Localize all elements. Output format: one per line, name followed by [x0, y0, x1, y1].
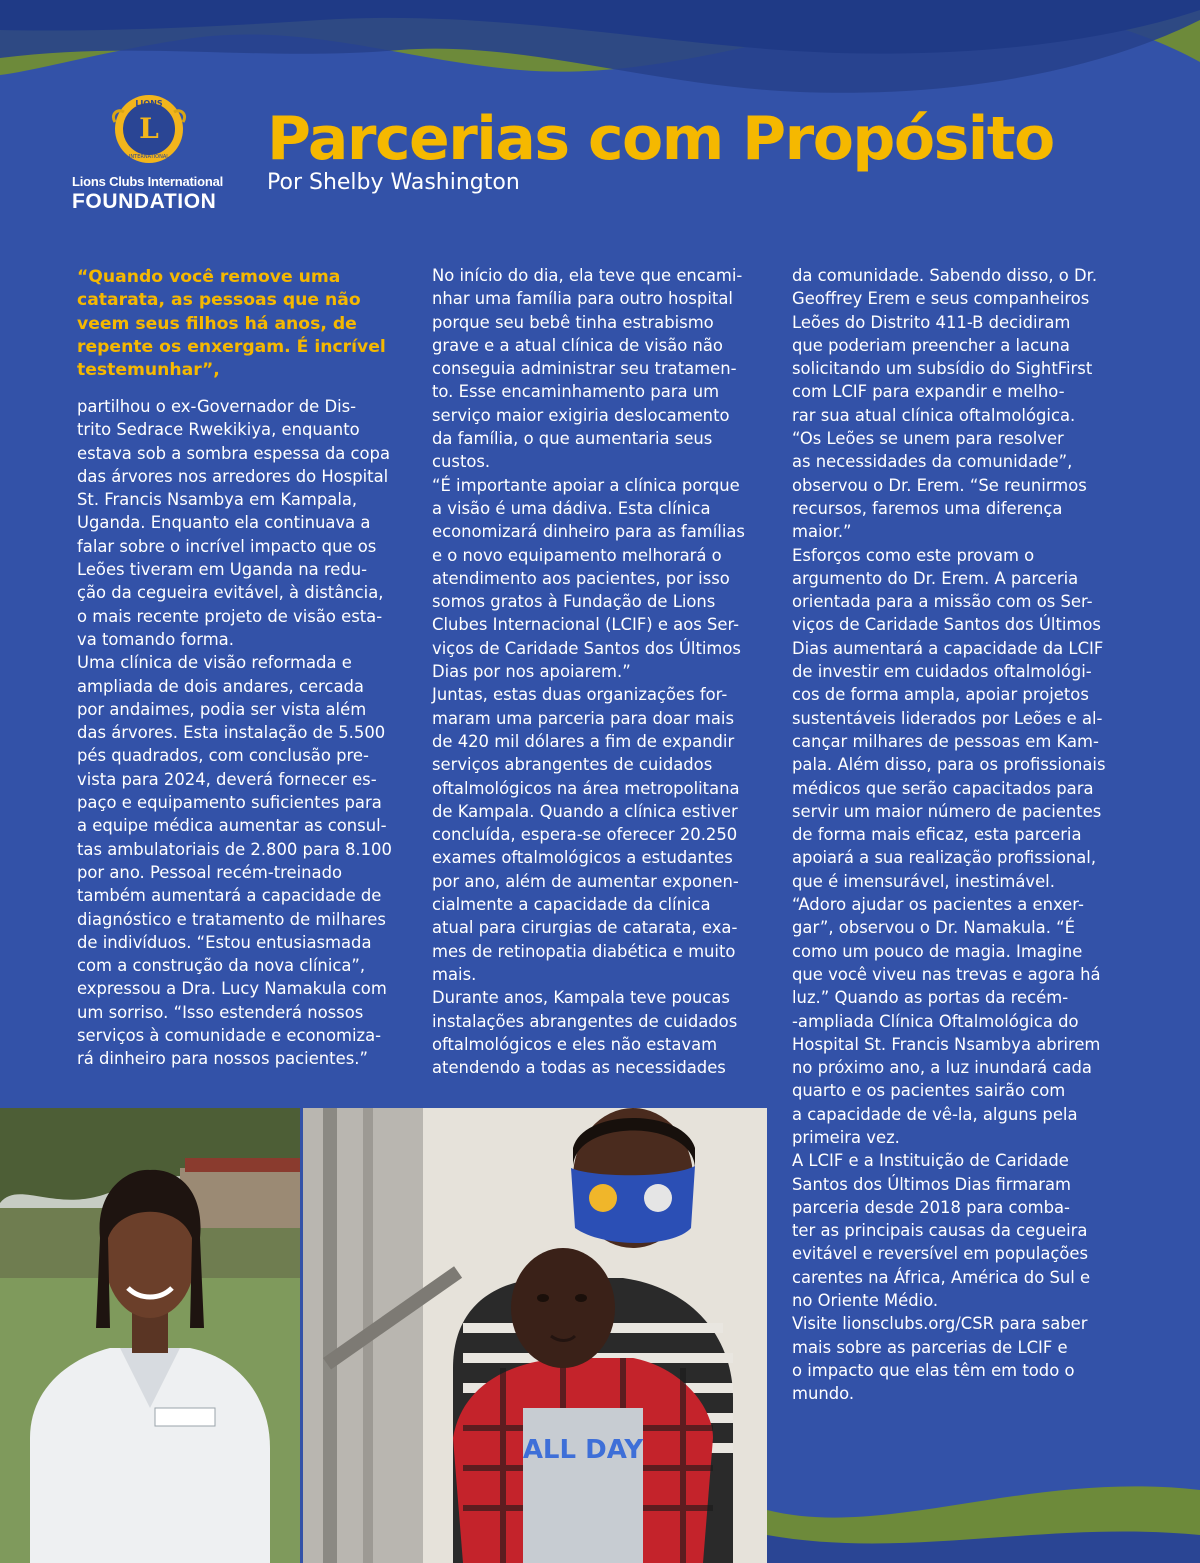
text-line: diagnóstico e tratamento de milhares: [77, 909, 386, 929]
text-line: da comunidade. Sabendo disso, o Dr.: [792, 266, 1098, 285]
text-line: Hospital St. Francis Nsambya abrirem: [792, 1034, 1101, 1054]
text-line: partilhou o ex-Governador de Dis-: [77, 397, 357, 416]
text-line: no próximo ano, a luz inundará cada: [792, 1058, 1092, 1078]
text-line: a visão é uma dádiva. Esta clínica: [432, 498, 711, 518]
text-line: recursos, faremos uma diferença: [792, 498, 1063, 518]
text-line: “É importante apoiar a clínica porque: [432, 475, 740, 495]
text-line: ter as principais causas da cegueira: [792, 1221, 1088, 1241]
text-line: da família, o que aumentaria seus: [432, 429, 713, 449]
text-line: Santos dos Últimos Dias firmaram: [792, 1174, 1072, 1194]
article-column-2: [432, 264, 745, 1079]
text-line: de investir em cuidados oftalmológi-: [792, 662, 1092, 682]
text-line: porque seu bebê tinha estrabismo: [432, 312, 714, 332]
text-line: argumento do Dr. Erem. A parceria: [792, 568, 1079, 588]
text-line: oftalmológicos e eles não estavam: [432, 1034, 718, 1054]
article-byline: Por Shelby Washington: [267, 170, 520, 195]
text-line: instalações abrangentes de cuidados: [432, 1011, 738, 1031]
text-line: conseguia administrar seu tratamen-: [432, 359, 737, 379]
text-line: também aumentará a capacidade de: [77, 886, 382, 906]
text-line: o impacto que elas têm em todo o: [792, 1360, 1075, 1380]
text-line: maram uma parceria para doar mais: [432, 708, 735, 728]
text-line: primeira vez.: [792, 1127, 900, 1147]
text-line: Durante anos, Kampala teve poucas: [432, 988, 730, 1008]
text-line: sustentáveis liderados por Leões e al-: [792, 708, 1103, 728]
text-line: Uma clínica de visão reformada e: [77, 653, 352, 673]
article-column-3: [792, 264, 1106, 1406]
photo-mother-and-child: [303, 1108, 767, 1563]
pull-quote-line: “Quando você remove uma: [77, 267, 341, 287]
text-line: falar sobre o incrível impacto que os: [77, 536, 377, 556]
text-line: somos gratos à Fundação de Lions: [432, 592, 716, 612]
text-line: -ampliada Clínica Oftalmológica do: [792, 1011, 1079, 1031]
text-line: com LCIF para expandir e melho-: [792, 382, 1065, 402]
text-line: nhar uma família para outro hospital: [432, 289, 733, 309]
text-line: viços de Caridade Santos dos Últimos: [432, 638, 741, 658]
text-line: cos de forma ampla, apoiar projetos: [792, 685, 1089, 705]
text-line: Juntas, estas duas organizações for-: [432, 685, 728, 705]
text-line: Leões do Distrito 411-B decidiram: [792, 312, 1071, 332]
text-line: que é imensurável, inestimável.: [792, 871, 1055, 891]
text-line: va tomando forma.: [77, 629, 234, 649]
text-line: viços de Caridade Santos dos Últimos: [792, 615, 1101, 635]
text-line: Geoffrey Erem e seus companheiros: [792, 289, 1090, 309]
text-line: trito Sedrace Rwekikiya, enquanto: [77, 420, 360, 440]
text-line: que você viveu nas trevas e agora há: [792, 964, 1101, 984]
text-line: solicitando um subsídio do SightFirst: [792, 359, 1093, 379]
text-line: de Kampala. Quando a clínica estiver: [432, 801, 738, 821]
text-line: atendendo a todas as necessidades: [432, 1058, 726, 1078]
text-line: tas ambulatoriais de 2.800 para 8.100: [77, 839, 392, 859]
text-line: das árvores nos arredores do Hospital: [77, 466, 389, 486]
text-line: que poderiam preencher a lacuna: [792, 335, 1070, 355]
text-line: rá dinheiro para nossos pacientes.”: [77, 1049, 368, 1069]
text-line: vista para 2024, deverá fornecer es-: [77, 769, 377, 789]
svg-text:LIONS: LIONS: [135, 99, 163, 108]
text-line: No início do dia, ela teve que encami-: [432, 266, 743, 285]
lions-emblem-icon: [110, 92, 188, 166]
article-title: Parcerias com Propósito: [267, 104, 1054, 174]
text-line: as necessidades da comunidade”,: [792, 452, 1073, 472]
lions-foundation-logo: [72, 92, 237, 214]
text-line: apoiará a sua realização profissional,: [792, 848, 1097, 868]
text-line: Clubes Internacional (LCIF) e aos Ser-: [432, 615, 740, 635]
text-line: evitável e reversível em populações: [792, 1244, 1089, 1264]
text-line: parceria desde 2018 para comba-: [792, 1197, 1070, 1217]
text-line: Dias aumentará a capacidade da LCIF: [792, 638, 1104, 658]
text-line: concluída, espera-se oferecer 20.250: [432, 825, 738, 845]
text-line: serviços abrangentes de cuidados: [432, 755, 713, 775]
text-line: gar”, observou o Dr. Namakula. “É: [792, 918, 1075, 938]
text-line: a equipe médica aumentar as consul-: [77, 816, 387, 836]
article-column-1: [77, 395, 392, 1071]
text-line: maior.”: [792, 522, 852, 542]
text-line: por ano. Pessoal recém-treinado: [77, 862, 343, 882]
pull-quote-line: catarata, as pessoas que não: [77, 290, 361, 311]
text-line: rar sua atual clínica oftalmológica.: [792, 405, 1076, 425]
logo-line-organization: Lions Clubs International: [72, 174, 224, 189]
pull-quote-line: testemunhar”,: [77, 360, 220, 381]
text-line: servir um maior número de pacientes: [792, 801, 1102, 821]
svg-text:L: L: [139, 112, 159, 145]
text-line: mes de retinopatia diabética e muito: [432, 941, 736, 961]
text-line: to. Esse encaminhamento para um: [432, 382, 720, 402]
text-line: ção da cegueira evitável, à distância,: [77, 583, 384, 603]
text-line: mais sobre as parcerias de LCIF e: [792, 1337, 1068, 1357]
text-line: “Os Leões se unem para resolver: [792, 429, 1064, 449]
text-line: de 420 mil dólares a fim de expandir: [432, 731, 735, 751]
text-line: atendimento aos pacientes, por isso: [432, 568, 730, 588]
text-line: de indivíduos. “Estou entusiasmada: [77, 932, 372, 952]
pull-quote-line: repente os enxergam. É incrível: [77, 336, 386, 357]
text-line: quarto e os pacientes sairão com: [792, 1081, 1066, 1101]
photo-doctor: [0, 1108, 300, 1563]
text-line: A LCIF e a Instituição de Caridade: [792, 1151, 1069, 1171]
text-line: orientada para a missão com os Ser-: [792, 592, 1093, 612]
text-line: com a construção da nova clínica”,: [77, 956, 366, 976]
text-line: mundo.: [792, 1384, 855, 1404]
text-line: luz.” Quando as portas da recém-: [792, 988, 1069, 1008]
text-line: por andaimes, podia ser vista além: [77, 699, 367, 719]
text-line: por ano, além de aumentar exponen-: [432, 871, 739, 891]
text-line: carentes na África, América do Sul e: [792, 1267, 1091, 1287]
shirt-print-text: ALL DAY: [522, 1435, 644, 1465]
text-line: um sorriso. “Isso estenderá nossos: [77, 1002, 364, 1022]
text-line: economizará dinheiro para as famílias: [432, 522, 745, 542]
text-line: o mais recente projeto de visão esta-: [77, 606, 383, 626]
text-line: Dias por nos apoiarem.”: [432, 662, 631, 682]
text-line: observou o Dr. Erem. “Se reunirmos: [792, 475, 1087, 495]
logo-line-foundation: FOUNDATION: [72, 190, 217, 213]
text-line: pés quadrados, com conclusão pre-: [77, 746, 369, 766]
text-line: custos.: [432, 452, 491, 472]
text-line: grave e a atual clínica de visão não: [432, 335, 723, 355]
text-line: pala. Além disso, para os profissionais: [792, 755, 1106, 775]
text-line: exames oftalmológicos a estudantes: [432, 848, 733, 868]
text-line: Uganda. Enquanto ela continuava a: [77, 513, 371, 533]
text-line: paço e equipamento suficientes para: [77, 793, 382, 813]
text-line: cançar milhares de pessoas em Kam-: [792, 731, 1099, 751]
text-line: atual para cirurgias de catarata, exa-: [432, 918, 738, 938]
text-line: estava sob a sombra espessa da copa: [77, 443, 391, 463]
pull-quote-line: veem seus filhos há anos, de: [77, 313, 357, 334]
text-line: de forma mais eficaz, esta parceria: [792, 825, 1082, 845]
text-line: oftalmológicos na área metropolitana: [432, 778, 740, 798]
text-line: mais.: [432, 964, 477, 984]
text-line: serviço maior exigiria deslocamento: [432, 405, 730, 425]
bottom-wave-decoration: [767, 1450, 1200, 1563]
text-line: das árvores. Esta instalação de 5.500: [77, 723, 386, 743]
text-line: expressou a Dra. Lucy Namakula com: [77, 979, 387, 999]
text-line: Esforços como este provam o: [792, 545, 1035, 565]
svg-text:INTERNATIONAL: INTERNATIONAL: [128, 154, 170, 160]
text-line: St. Francis Nsambya em Kampala,: [77, 490, 358, 510]
text-line: cialmente a capacidade da clínica: [432, 895, 711, 915]
text-line: ampliada de dois andares, cercada: [77, 676, 364, 696]
text-line: serviços à comunidade e economiza-: [77, 1026, 382, 1046]
text-line: e o novo equipamento melhorará o: [432, 545, 722, 565]
text-line: “Adoro ajudar os pacientes a enxer-: [792, 895, 1084, 915]
text-line: Visite lionsclubs.org/CSR para saber: [792, 1314, 1088, 1334]
text-line: médicos que serão capacitados para: [792, 778, 1094, 798]
text-line: como um pouco de magia. Imagine: [792, 941, 1083, 961]
pull-quote: [77, 266, 386, 382]
text-line: Leões tiveram em Uganda na redu-: [77, 560, 368, 580]
text-line: no Oriente Médio.: [792, 1291, 939, 1311]
text-line: a capacidade de vê-la, alguns pela: [792, 1104, 1078, 1124]
